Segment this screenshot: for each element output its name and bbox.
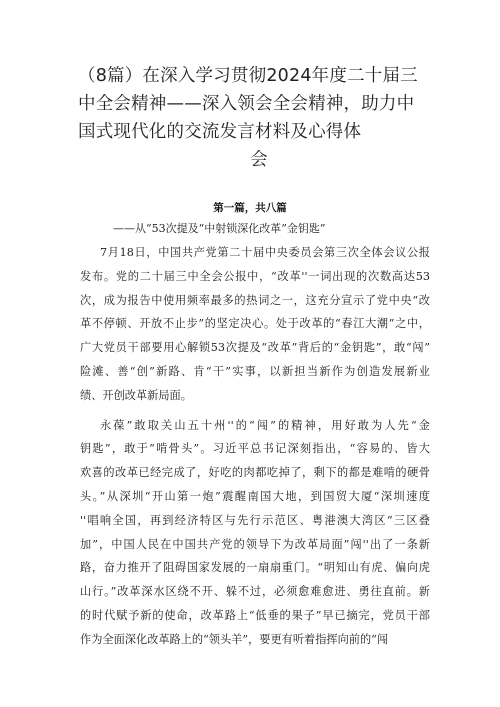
paragraph-line: 加”，中国人民在中国共产党的领导下为改革局面”闯''出了一条新 [80, 537, 430, 551]
paragraph-line: 永葆”敢取关山五十州''的“闯”的精神，用好敢为人先“金 [100, 418, 430, 432]
paragraph-line: 革不停顿、开放不止步”的坚定决心。处于改革的“春江大潮”之中， [80, 317, 430, 331]
paragraph-line: 广大党员干部要用心解锁53次提及“改革”背后的“金钥匙”，敢“闯” [80, 341, 430, 355]
paragraph-line: 山行。”改革深水区绕不开、躲不过，必须愈难愈进、勇往直前。新 [80, 585, 430, 599]
title-line: 中全会精神——深入领会全会精神，助力中 [78, 94, 415, 114]
paragraph-line: ''唱响全国，再到经济特区与先行示范区、粤港澳大湾区“三区叠 [80, 513, 430, 527]
title-line: 国式现代化的交流发言材料及心得体 [78, 122, 362, 142]
paragraph-line: 作为全面深化改革路上的“领头羊”，要更有听着指挥向前的“闯 [80, 632, 389, 646]
title-line: （8篇）在深入学习贯彻2024年度二十届三 [78, 66, 418, 86]
article-body [80, 241, 430, 652]
paragraph-line: 险滩、善“创”新路、肯“干”实事，以新担当新作为创造发展新业 [80, 364, 430, 378]
paragraph-line: 头。”从深圳“开山第一炮”震醒南国大地，到国贸大厦“深圳速度 [80, 489, 430, 503]
paragraph-line: 路，奋力推开了阻碍国家发展的一扇扇重门。“明知山有虎、偏向虎 [80, 561, 430, 575]
paragraph-line: 钥匙”，敢于“啃骨头”。习近平总书记深刻指出，“容易的、皆大 [80, 442, 430, 456]
paragraph-line: 7月18日，中国共产党第二十届中央委员会第三次全体会议公报 [100, 246, 430, 259]
article-subtitle: ——从“53次提及“中射锁深化改革”金钥匙” [113, 222, 326, 235]
paragraph-line: 绩、开创改革新局面。 [80, 388, 192, 402]
paragraph-line: 的时代赋予新的使命，改革路上“低垂的果子”早已摘完，党员干部 [80, 608, 430, 622]
title-line: 会 [250, 150, 268, 170]
paragraph-line: 发布。党的二十届三中全会公报中，“改革''一词出现的次数高达53 [80, 269, 430, 283]
paragraph-line: 欢喜的改革已经完成了，好吃的肉都吃掉了，剩下的都是难啃的硬骨 [80, 466, 430, 480]
paragraph-line: 次，成为报告中使用频率最多的热词之一，这充分宣示了党中央“改 [80, 293, 430, 307]
section-heading: 第一篇，共八篇 [213, 202, 287, 214]
document-title [78, 62, 440, 174]
